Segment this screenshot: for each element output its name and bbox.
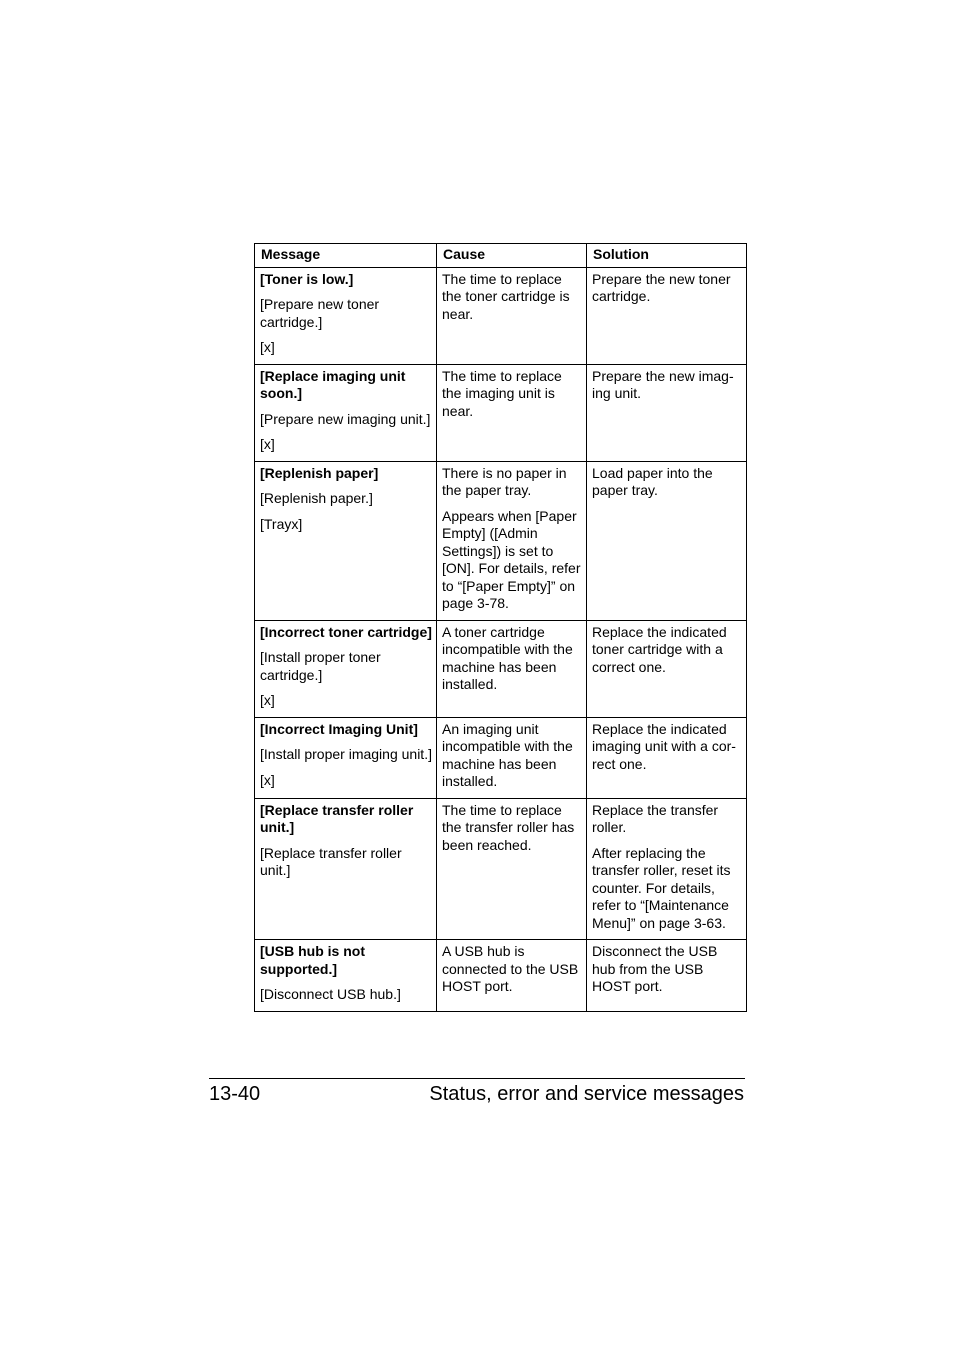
solution-text: Replace the indicated toner cartridge with a correct one. <box>592 623 727 675</box>
table-row <box>255 267 747 364</box>
solution-cell <box>587 267 747 364</box>
page-number: 13-40 <box>209 1083 261 1105</box>
message-cell <box>255 364 437 461</box>
solution-cell <box>587 798 747 940</box>
message-text: [Prepare new toner cartridge.] <box>260 296 380 330</box>
message-text: [Install proper toner cartridge.] <box>260 649 381 683</box>
cause-text: A toner cartridge incompatible with the machine has been installed. <box>442 623 573 692</box>
cause-text: Appears when [Paper Empty] ([Admin Settings]) is set to [ON]. For details, refer to “[Paper Empty]” on page 3-78. <box>442 507 581 611</box>
message-title: [USB hub is not supported.] <box>260 943 365 977</box>
table-header-row <box>255 244 747 268</box>
table-body <box>255 267 747 1011</box>
message-text: [x] <box>260 339 275 355</box>
table-row <box>255 364 747 461</box>
cause-cell <box>437 798 587 940</box>
message-title: [Incorrect toner cartridge] <box>260 623 432 640</box>
solution-text: After replacing the transfer roller, reset its counter. For details, refer to “[Maintenance Menu]” on page 3-63. <box>592 844 731 931</box>
header-solution: Solution <box>587 244 747 268</box>
cause-text: The time to replace the toner cartridge is near. <box>442 270 570 322</box>
solution-text: Disconnect the USB hub from the USB HOST port. <box>592 943 718 994</box>
message-title: [Replenish paper] <box>260 464 379 481</box>
message-text: [x] <box>260 692 275 708</box>
message-title: [Replace imaging unit soon.] <box>260 367 406 401</box>
footer-rule <box>209 1078 745 1079</box>
message-text: [Replenish paper.] <box>260 490 373 506</box>
table-row <box>255 461 747 620</box>
message-text: [Prepare new imaging unit.] <box>260 410 431 427</box>
message-cell <box>255 620 437 717</box>
solution-text: Prepare the new toner cartridge. <box>592 270 731 304</box>
cause-text: There is no paper in the paper tray. <box>442 464 567 498</box>
cause-text: The time to replace the transfer roller has been reached. <box>442 801 575 853</box>
cause-text: An imaging unit incompatible with the machine has been installed. <box>442 720 573 789</box>
table-row <box>255 620 747 717</box>
solution-text: Replace the indicated imaging unit with a cor-rect one. <box>592 720 736 772</box>
solution-cell <box>587 717 747 798</box>
solution-cell <box>587 461 747 620</box>
table-row <box>255 798 747 940</box>
message-text: [Disconnect USB hub.] <box>260 986 401 1002</box>
cause-text: A USB hub is connected to the USB HOST port. <box>442 943 579 994</box>
cause-cell <box>437 940 587 1012</box>
cause-text: The time to replace the imaging unit is near. <box>442 367 562 419</box>
solution-text: Prepare the new imag-ing unit. <box>592 367 734 401</box>
header-cause: Cause <box>437 244 587 268</box>
message-text: [Install proper imaging unit.] <box>260 746 432 762</box>
solution-cell <box>587 940 747 1012</box>
message-text: [x] <box>260 436 275 452</box>
message-title: [Toner is low.] <box>260 270 354 287</box>
message-cell <box>255 940 437 1012</box>
message-cell <box>255 267 437 364</box>
table-row <box>255 940 747 1012</box>
message-title: [Incorrect Imaging Unit] <box>260 720 418 737</box>
cause-cell <box>437 717 587 798</box>
solution-text: Replace the transfer roller. <box>592 801 719 835</box>
message-table <box>254 243 747 1012</box>
message-cell <box>255 798 437 940</box>
section-title: Status, error and service messages <box>429 1083 744 1105</box>
solution-cell <box>587 364 747 461</box>
message-title: [Replace transfer roller unit.] <box>260 801 414 835</box>
solution-cell <box>587 620 747 717</box>
message-text: [Replace transfer roller unit.] <box>260 844 402 878</box>
cause-cell <box>437 364 587 461</box>
message-cell <box>255 717 437 798</box>
solution-text: Load paper into the paper tray. <box>592 464 713 498</box>
message-cell <box>255 461 437 620</box>
table-row <box>255 717 747 798</box>
cause-cell <box>437 267 587 364</box>
cause-cell <box>437 620 587 717</box>
cause-cell <box>437 461 587 620</box>
message-text: [Trayx] <box>260 515 303 532</box>
header-message: Message <box>255 244 437 268</box>
message-text: [x] <box>260 771 275 788</box>
